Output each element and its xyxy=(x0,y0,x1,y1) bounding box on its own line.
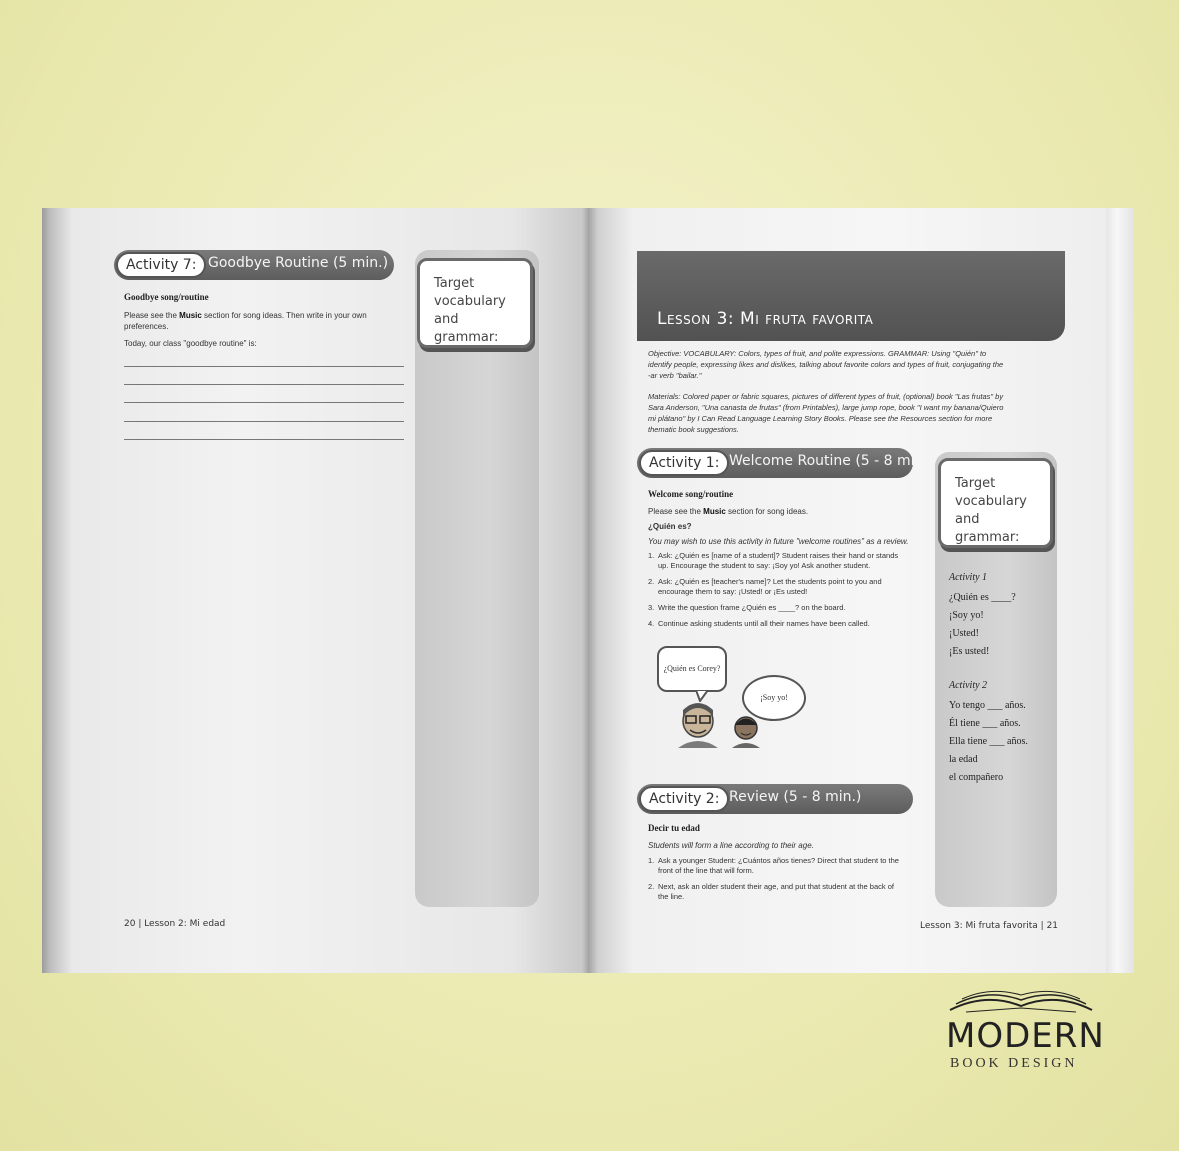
text: mi plátano" by I Can Read Language Learning Story Books. Please see the Resources section for more xyxy=(648,414,993,423)
activity-title: Review (5 - 8 min.) xyxy=(729,789,862,805)
logo-sub-text: BOOK DESIGN xyxy=(950,1056,1078,1071)
item-number: 3. xyxy=(648,603,655,612)
vocab-item: ¡Soy yo! xyxy=(949,610,984,621)
list-item xyxy=(648,603,924,613)
vocab-item: Ella tiene ___ años. xyxy=(949,736,1028,747)
activity-1-header xyxy=(637,448,934,478)
text: Write the question frame ¿Quién es ____? on the board. xyxy=(658,603,846,612)
vocab-activity-1 xyxy=(949,572,1016,661)
quien-heading: ¿Quién es? xyxy=(648,522,692,531)
activity-intro: Students will form a line according to their age. xyxy=(648,841,814,850)
page-edge xyxy=(1106,208,1134,973)
objective xyxy=(648,348,1058,381)
text: Please see the xyxy=(124,311,180,320)
section-heading: Welcome song/routine xyxy=(648,489,734,499)
text: Target xyxy=(955,476,996,491)
left-page xyxy=(42,208,588,973)
text: Objective: VOCABULARY: Colors, types of fruit, and polite expressions. GRAMMAR: Using "Quién" to xyxy=(648,349,987,358)
text: Please see the xyxy=(648,507,704,516)
write-line xyxy=(124,402,404,403)
text: front of the line that will form. xyxy=(658,866,754,875)
activity-title: Goodbye Routine (5 min.) xyxy=(208,255,389,271)
vocab-item: Él tiene ___ años. xyxy=(949,718,1021,729)
music-bold: Music xyxy=(179,311,202,320)
list-item xyxy=(648,619,924,629)
steps-list xyxy=(648,856,924,908)
music-note xyxy=(648,506,808,517)
goodbye-prompt: Today, our class "goodbye routine" is: xyxy=(124,339,257,348)
text: Ask: ¿Quién es [teacher's name]? Let the students point to you and xyxy=(658,577,882,586)
target-vocab-box xyxy=(417,258,533,348)
text: Target xyxy=(434,276,475,291)
instructions xyxy=(124,310,394,332)
activity-tag: Activity 1: xyxy=(639,450,729,476)
lesson-banner xyxy=(637,251,1065,341)
target-vocab-box xyxy=(938,458,1053,548)
activity-tag: Activity 7: xyxy=(116,252,206,278)
text: encourage them to say: ¡Usted! or ¡Es usted! xyxy=(658,587,808,596)
speech-bubble-teacher: ¿Quién es Corey? xyxy=(657,646,727,692)
materials xyxy=(648,391,1058,435)
activity-title: Welcome Routine (5 - 8 min.) xyxy=(729,453,934,469)
text: Next, ask an older student their age, and put that student at the back of xyxy=(658,882,894,891)
vocab-item: ¡Es usted! xyxy=(949,646,990,657)
vocab-item: la edad xyxy=(949,754,978,765)
text: the line. xyxy=(658,892,685,901)
page-footer: Lesson 3: Mi fruta favorita | 21 xyxy=(920,921,1059,931)
item-number: 4. xyxy=(648,619,655,628)
item-number: 2. xyxy=(648,577,655,586)
section-heading: Decir tu edad xyxy=(648,823,700,833)
text: -ar verb "bailar." xyxy=(648,371,702,380)
music-bold: Music xyxy=(703,507,726,516)
text: up. Encourage the student to say: ¡Soy yo! Ask another student. xyxy=(658,561,871,570)
text: Sara Anderson, "Una canasta de frutas" (from Printables), large jump rope, book "I want my banana/Quiero xyxy=(648,403,1004,412)
vocab-item: el compañero xyxy=(949,772,1004,783)
item-number: 1. xyxy=(648,551,655,560)
text: Continue asking students until all their names have been called. xyxy=(658,619,870,628)
text: section for song ideas. Then write in your own xyxy=(201,311,367,320)
text: section for song ideas. xyxy=(725,507,809,516)
write-line xyxy=(124,421,404,422)
text: Ask a younger Student: ¿Cuántos años tienes? Direct that student to the xyxy=(658,856,899,865)
list-item xyxy=(648,551,924,571)
steps-list xyxy=(648,551,924,635)
page-footer: 20 | Lesson 2: Mi edad xyxy=(124,919,226,929)
text: Ask: ¿Quién es [name of a student]? Student raises their hand or stands xyxy=(658,551,899,560)
vocab-heading: Activity 2 xyxy=(949,680,988,691)
list-item xyxy=(648,856,924,876)
vocab-heading: Activity 1 xyxy=(949,572,988,583)
list-item xyxy=(648,577,924,597)
vocab-item: ¡Usted! xyxy=(949,628,979,639)
vocab-item: ¿Quién es ____? xyxy=(949,592,1016,603)
text: Materials: Colored paper or fabric squares, pictures of different types of fruit, (optional) book "Las frutas" by xyxy=(648,392,1004,401)
activity-2-header xyxy=(637,784,913,814)
lesson-title: Lesson 3: Mi fruta favorita xyxy=(657,309,874,329)
write-line xyxy=(124,384,404,385)
section-heading: Goodbye song/routine xyxy=(124,292,209,302)
text: preferences. xyxy=(124,322,169,331)
text: identify people, expressing likes and dislikes, talking about favorite colors and types of fruit, conjugating the xyxy=(648,360,1004,369)
item-number: 1. xyxy=(648,856,655,865)
list-item xyxy=(648,882,924,902)
text: vocabulary xyxy=(955,494,1027,509)
characters-icon xyxy=(672,698,772,748)
text: vocabulary xyxy=(434,294,506,309)
text: and grammar: xyxy=(434,312,499,345)
sidebar xyxy=(415,250,539,907)
text: thematic book suggestions. xyxy=(648,425,739,434)
speech-bubble-student: ¡Soy yo! xyxy=(742,675,806,721)
text: and grammar: xyxy=(955,512,1020,545)
activity-intro: You may wish to use this activity in future "welcome routines" as a review. xyxy=(648,537,909,546)
vocab-activity-2 xyxy=(949,680,1028,787)
item-number: 2. xyxy=(648,882,655,891)
open-book xyxy=(42,208,1134,973)
vocab-item: Yo tengo ___ años. xyxy=(949,700,1026,711)
logo-main-text: MODERN xyxy=(946,1016,1105,1056)
activity-7-header xyxy=(114,250,394,280)
open-book-icon xyxy=(946,988,1096,1016)
activity-tag: Activity 2: xyxy=(639,786,729,812)
write-line xyxy=(124,439,404,440)
write-line xyxy=(124,366,404,367)
